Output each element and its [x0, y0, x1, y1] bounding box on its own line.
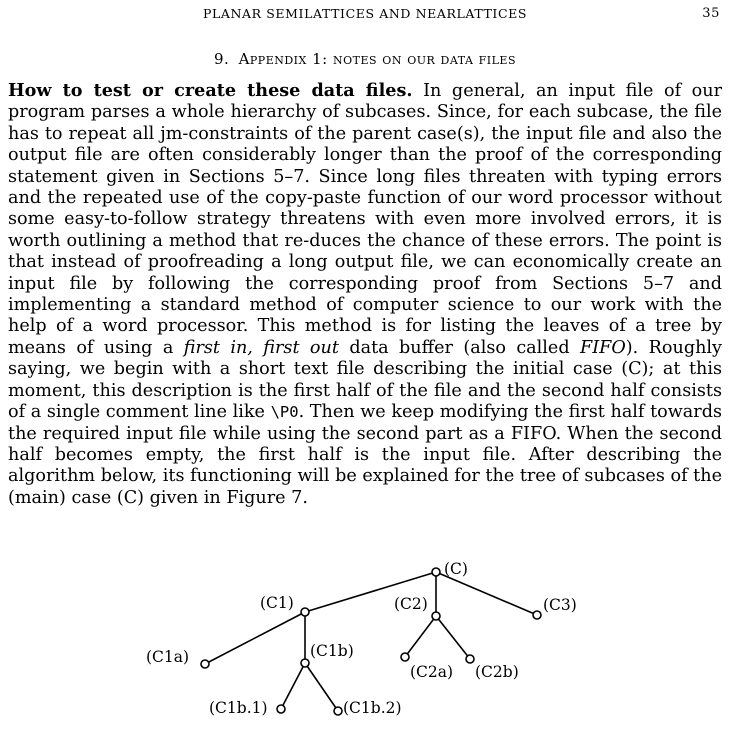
label-c2b: (C2b) — [475, 663, 519, 681]
section-number: 9. — [213, 50, 230, 68]
label-c2: (C2) — [394, 595, 428, 613]
node-c — [432, 568, 440, 576]
node-c3 — [533, 611, 541, 619]
label-c1b1: (C1b.1) — [209, 699, 268, 717]
label-c2a: (C2a) — [410, 663, 454, 681]
paragraph-text-3: ). Roughly saying, we begin with a short text file describing the initial case (C); at this moment, this description is the first half of the file and the second half consists of a single comment line like — [8, 337, 722, 423]
paragraph-text-1: In general, an input file of our program parses a whole hierarchy of subcases. Since, for each subcase, the file has to repeat all jm-constraints of the parent case(s), the input file and also the output file are often considerably longer than the proof of the corresponding statement given in Sections 5–7. Since long files threaten with typing errors and the repeated use of the copy-paste function of our word processor without some easy-to-follow strategy threatens with even more involved errors, it is worth outlining a method that re-duces the chance of these errors. The point is that instead of proofreading a long output file, we can economically create an input file by following the corresponding proof from Sections 5–7 and implementing a standard method of computer science to our work with the help of a word processor. This method is for listing the leaves of a tree by means of using a — [8, 81, 722, 358]
italic-term-fifo: FIFO — [580, 337, 626, 358]
node-c1b1 — [277, 705, 285, 713]
edge-c1-c1a — [205, 612, 305, 664]
section-title-text: Appendix 1: notes on our data files — [238, 50, 517, 68]
node-c1b — [301, 659, 309, 667]
edge-c2-c2a — [405, 616, 436, 657]
edge-c2-c2b — [436, 616, 470, 659]
subcase-tree-figure — [0, 548, 730, 747]
running-title: PLANAR SEMILATTICES AND NEARLATTICES — [202, 6, 528, 21]
edge-c-c3 — [436, 572, 537, 615]
node-c1b2 — [334, 707, 342, 715]
label-c1: (C1) — [260, 594, 294, 612]
code-comment: \P0 — [270, 403, 299, 422]
tree-labels — [146, 560, 577, 717]
tree-diagram — [0, 548, 730, 747]
node-c1a — [201, 660, 209, 668]
label-c3: (C3) — [543, 596, 577, 614]
running-header — [0, 6, 730, 26]
tree-edges — [205, 572, 537, 711]
page-number: 35 — [702, 6, 720, 21]
italic-term-fifo-phrase: first in, first out — [183, 337, 339, 358]
label-c: (C) — [444, 560, 468, 578]
label-c1b2: (C1b.2) — [343, 699, 402, 717]
edge-c1b-c1b2 — [305, 663, 338, 711]
section-title — [0, 50, 730, 68]
label-c1a: (C1a) — [146, 648, 190, 666]
node-c2b — [466, 655, 474, 663]
tree-nodes — [201, 568, 541, 715]
paragraph — [8, 80, 722, 509]
node-c1 — [301, 608, 309, 616]
node-c2 — [432, 612, 440, 620]
label-c1b: (C1b) — [310, 642, 354, 660]
node-c2a — [401, 653, 409, 661]
paragraph-text-4: . Then we keep modifying the first half towards the required input file while using the second part as a FIFO. When the second half becomes empty, the first half is the input file. After describing the algorithm below, its functioning will be explained for the tree of subcases of the (main) case (C) given in Figure 7. — [8, 402, 722, 508]
paragraph-heading: How to test or create these data files. — [8, 80, 413, 101]
edge-c1b-c1b1 — [281, 663, 305, 709]
paragraph-text-2: data buffer (also called — [338, 337, 580, 358]
